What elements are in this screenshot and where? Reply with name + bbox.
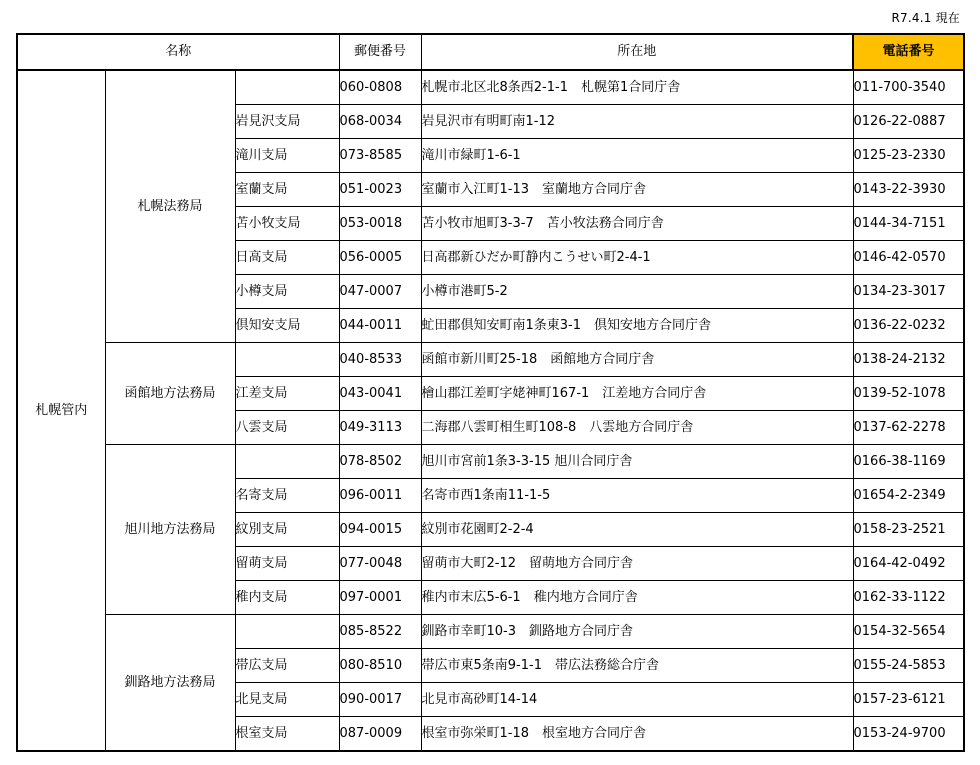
table-row	[17, 70, 964, 105]
branch-name-cell: 日高支局	[235, 241, 339, 275]
phone-cell: 0144-34-7151	[853, 207, 964, 241]
address-cell: 二海郡八雲町相生町108-8 八雲地方合同庁舎	[421, 411, 853, 445]
branch-name-cell: 室蘭支局	[235, 173, 339, 207]
postal-code-cell: 068-0034	[339, 105, 421, 139]
legal-affairs-office-table	[16, 33, 965, 752]
branch-name-cell: 留萌支局	[235, 547, 339, 581]
phone-cell: 0155-24-5853	[853, 649, 964, 683]
postal-code-cell: 080-8510	[339, 649, 421, 683]
branch-name-cell: 江差支局	[235, 377, 339, 411]
address-cell: 稚内市末広5-6-1 稚内地方合同庁舎	[421, 581, 853, 615]
bureau-name-cell: 函館地方法務局	[105, 343, 235, 445]
branch-name-cell: 八雲支局	[235, 411, 339, 445]
postal-code-cell: 085-8522	[339, 615, 421, 649]
branch-name-cell	[235, 70, 339, 105]
table-row	[17, 615, 964, 649]
address-cell: 根室市弥栄町1-18 根室地方合同庁舎	[421, 717, 853, 752]
branch-name-cell: 紋別支局	[235, 513, 339, 547]
phone-cell: 0138-24-2132	[853, 343, 964, 377]
postal-code-cell: 097-0001	[339, 581, 421, 615]
postal-code-cell: 043-0041	[339, 377, 421, 411]
phone-cell: 0136-22-0232	[853, 309, 964, 343]
header-address: 所在地	[421, 34, 853, 70]
address-cell: 日高郡新ひだか町静内こうせい町2-4-1	[421, 241, 853, 275]
phone-cell: 0157-23-6121	[853, 683, 964, 717]
phone-cell: 0158-23-2521	[853, 513, 964, 547]
phone-cell: 0166-38-1169	[853, 445, 964, 479]
phone-cell: 0139-52-1078	[853, 377, 964, 411]
phone-cell: 011-700-3540	[853, 70, 964, 105]
postal-code-cell: 060-0808	[339, 70, 421, 105]
postal-code-cell: 047-0007	[339, 275, 421, 309]
branch-name-cell: 岩見沢支局	[235, 105, 339, 139]
postal-code-cell: 049-3113	[339, 411, 421, 445]
address-cell: 留萌市大町2-12 留萌地方合同庁舎	[421, 547, 853, 581]
postal-code-cell: 090-0017	[339, 683, 421, 717]
postal-code-cell: 040-8533	[339, 343, 421, 377]
as-of-date: R7.4.1 現在	[891, 11, 960, 25]
bureau-name-cell: 釧路地方法務局	[105, 615, 235, 752]
postal-code-cell: 087-0009	[339, 717, 421, 752]
address-cell: 釧路市幸町10-3 釧路地方合同庁舎	[421, 615, 853, 649]
address-cell: 札幌市北区北8条西2-1-1 札幌第1合同庁舎	[421, 70, 853, 105]
address-cell: 室蘭市入江町1-13 室蘭地方合同庁舎	[421, 173, 853, 207]
phone-cell: 0153-24-9700	[853, 717, 964, 752]
branch-name-cell: 稚内支局	[235, 581, 339, 615]
branch-name-cell: 小樽支局	[235, 275, 339, 309]
branch-name-cell	[235, 615, 339, 649]
phone-cell: 0126-22-0887	[853, 105, 964, 139]
address-cell: 岩見沢市有明町南1-12	[421, 105, 853, 139]
address-cell: 虻田郡倶知安町南1条東3-1 倶知安地方合同庁舎	[421, 309, 853, 343]
postal-code-cell: 078-8502	[339, 445, 421, 479]
branch-name-cell: 北見支局	[235, 683, 339, 717]
postal-code-cell: 077-0048	[339, 547, 421, 581]
table-body	[17, 70, 964, 751]
branch-name-cell: 根室支局	[235, 717, 339, 752]
address-cell: 函館市新川町25-18 函館地方合同庁舎	[421, 343, 853, 377]
phone-cell: 01654-2-2349	[853, 479, 964, 513]
table-row	[17, 343, 964, 377]
address-cell: 小樽市港町5-2	[421, 275, 853, 309]
phone-cell: 0162-33-1122	[853, 581, 964, 615]
phone-cell: 0137-62-2278	[853, 411, 964, 445]
postal-code-cell: 073-8585	[339, 139, 421, 173]
branch-name-cell: 苫小牧支局	[235, 207, 339, 241]
bureau-name-cell: 札幌法務局	[105, 70, 235, 343]
branch-name-cell: 名寄支局	[235, 479, 339, 513]
branch-name-cell: 帯広支局	[235, 649, 339, 683]
postal-code-cell: 051-0023	[339, 173, 421, 207]
region-cell: 札幌管内	[17, 70, 105, 751]
address-cell: 檜山郡江差町字姥神町167-1 江差地方合同庁舎	[421, 377, 853, 411]
postal-code-cell: 096-0011	[339, 479, 421, 513]
table-row	[17, 445, 964, 479]
branch-name-cell: 滝川支局	[235, 139, 339, 173]
postal-code-cell: 044-0011	[339, 309, 421, 343]
postal-code-cell: 056-0005	[339, 241, 421, 275]
header-phone: 電話番号	[853, 34, 964, 70]
header-postal: 郵便番号	[339, 34, 421, 70]
phone-cell: 0154-32-5654	[853, 615, 964, 649]
phone-cell: 0143-22-3930	[853, 173, 964, 207]
phone-cell: 0146-42-0570	[853, 241, 964, 275]
address-cell: 名寄市西1条南11-1-5	[421, 479, 853, 513]
postal-code-cell: 053-0018	[339, 207, 421, 241]
phone-cell: 0134-23-3017	[853, 275, 964, 309]
header-name: 名称	[17, 34, 339, 70]
phone-cell: 0125-23-2330	[853, 139, 964, 173]
address-cell: 旭川市宮前1条3-3-15 旭川合同庁舎	[421, 445, 853, 479]
address-cell: 紋別市花園町2-2-4	[421, 513, 853, 547]
branch-name-cell: 倶知安支局	[235, 309, 339, 343]
branch-name-cell	[235, 445, 339, 479]
address-cell: 滝川市緑町1-6-1	[421, 139, 853, 173]
bureau-name-cell: 旭川地方法務局	[105, 445, 235, 615]
address-cell: 苫小牧市旭町3-3-7 苫小牧法務合同庁舎	[421, 207, 853, 241]
address-cell: 北見市高砂町14-14	[421, 683, 853, 717]
header-row	[17, 34, 964, 70]
postal-code-cell: 094-0015	[339, 513, 421, 547]
phone-cell: 0164-42-0492	[853, 547, 964, 581]
branch-name-cell	[235, 343, 339, 377]
address-cell: 帯広市東5条南9-1-1 帯広法務総合庁舎	[421, 649, 853, 683]
